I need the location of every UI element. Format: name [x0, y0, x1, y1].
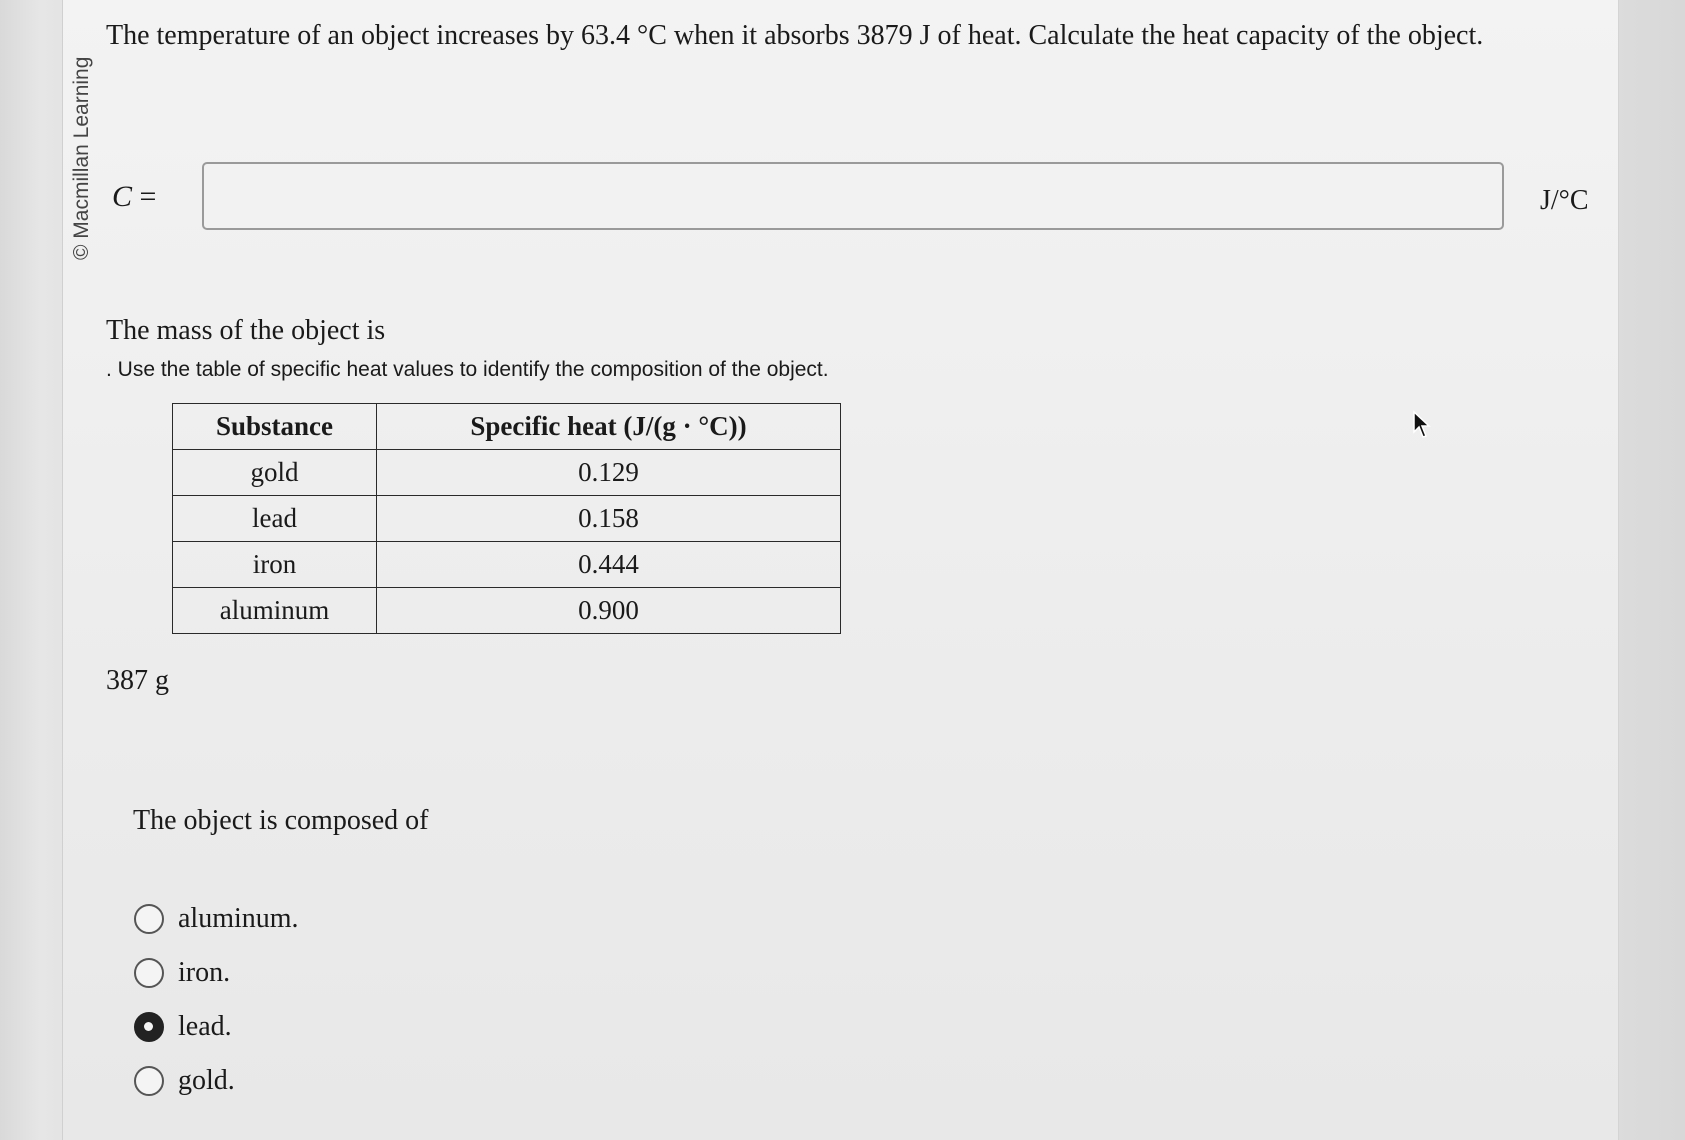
- option-label: gold.: [178, 1065, 235, 1096]
- substance-cell: iron: [173, 542, 377, 588]
- substance-cell: gold: [173, 450, 377, 496]
- table-row: [173, 450, 841, 496]
- table-row: [173, 588, 841, 634]
- substance-cell: lead: [173, 496, 377, 542]
- option-iron[interactable]: [134, 953, 230, 993]
- table-row: [173, 542, 841, 588]
- specific-heat-cell: 0.158: [377, 496, 841, 542]
- question-text: The temperature of an object increases by 63.4 °C when it absorbs 3879 J of heat. Calculate the heat capacity of the object.: [106, 20, 1484, 51]
- option-label: aluminum.: [178, 903, 299, 934]
- option-label: lead.: [178, 1011, 232, 1042]
- specific-heat-cell: 0.129: [377, 450, 841, 496]
- table-header-row: [173, 404, 841, 450]
- specific-heat-table: [172, 403, 841, 634]
- heat-capacity-input[interactable]: [202, 162, 1504, 230]
- radio-button[interactable]: [134, 904, 164, 934]
- specific-heat-cell: 0.444: [377, 542, 841, 588]
- option-aluminum[interactable]: [134, 899, 299, 939]
- option-label: iron.: [178, 957, 231, 988]
- radio-button[interactable]: [134, 1012, 164, 1042]
- copyright-notice: © Macmillan Learning: [70, 56, 93, 260]
- equals-sign: =: [132, 180, 157, 213]
- substance-cell: aluminum: [173, 588, 377, 634]
- header-specific-heat: Specific heat (J/(g · °C)): [377, 404, 841, 450]
- table-instruction: . Use the table of specific heat values to identify the composition of the object.: [106, 358, 829, 381]
- option-gold[interactable]: [134, 1061, 235, 1101]
- composition-prompt: The object is composed of: [133, 805, 429, 836]
- header-substance: Substance: [173, 404, 377, 450]
- mass-prompt: The mass of the object is: [106, 315, 386, 346]
- heat-capacity-label: [112, 180, 156, 214]
- mass-value: 387 g: [106, 665, 169, 696]
- heat-capacity-unit: J/°C: [1540, 185, 1589, 216]
- table-row: [173, 496, 841, 542]
- radio-button[interactable]: [134, 958, 164, 988]
- option-lead[interactable]: [134, 1007, 232, 1047]
- radio-button[interactable]: [134, 1066, 164, 1096]
- heat-capacity-symbol: C: [112, 180, 133, 213]
- mouse-cursor-icon: [1412, 410, 1434, 440]
- specific-heat-cell: 0.900: [377, 588, 841, 634]
